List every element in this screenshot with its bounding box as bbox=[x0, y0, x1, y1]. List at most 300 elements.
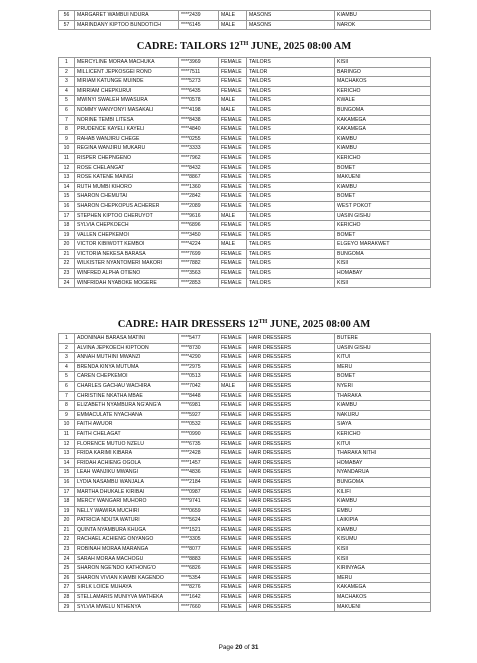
gender-cell: FEMALE bbox=[219, 362, 247, 372]
cadre-heading-tailors bbox=[58, 41, 430, 52]
applicant-name-cell: MIRRIAM CHEPKURUI bbox=[75, 86, 179, 96]
county-cell: KERICHO bbox=[335, 429, 431, 439]
county-cell: BOMET bbox=[335, 230, 431, 240]
row-number-cell: 22 bbox=[59, 259, 75, 269]
gender-cell: FEMALE bbox=[219, 593, 247, 603]
gender-cell: FEMALE bbox=[219, 353, 247, 363]
gender-cell: FEMALE bbox=[219, 516, 247, 526]
table-row bbox=[59, 115, 431, 125]
row-number-cell: 8 bbox=[59, 401, 75, 411]
row-number-cell: 8 bbox=[59, 125, 75, 135]
applicant-name-cell: WILKISTER NYANTOMERI MAKORI bbox=[75, 259, 179, 269]
id-number-cell: ****3563 bbox=[179, 269, 219, 279]
applicant-name-cell: SHARON CHEMUTAI bbox=[75, 192, 179, 202]
county-cell: MERU bbox=[335, 362, 431, 372]
cadre-cell: HAIR DRESSERS bbox=[247, 343, 335, 353]
cadre-cell: TAILORS bbox=[247, 269, 335, 279]
applicant-name-cell: ROSE CHELANGAT bbox=[75, 163, 179, 173]
county-cell: KAKAMEGA bbox=[335, 583, 431, 593]
applicant-name-cell: MARINDANY KIPTOO BUNDOTICH bbox=[75, 20, 179, 30]
table-row bbox=[59, 182, 431, 192]
cadre-cell: HAIR DRESSERS bbox=[247, 334, 335, 344]
id-number-cell: ****8883 bbox=[179, 554, 219, 564]
gender-cell: FEMALE bbox=[219, 67, 247, 77]
cadre-cell: TAILORS bbox=[247, 278, 335, 288]
tailors-table bbox=[58, 57, 431, 288]
county-cell: KERICHO bbox=[335, 221, 431, 231]
county-cell: MACHAKOS bbox=[335, 77, 431, 87]
row-number-cell: 24 bbox=[59, 554, 75, 564]
row-number-cell: 4 bbox=[59, 86, 75, 96]
cadre-cell: TAILORS bbox=[247, 211, 335, 221]
footer-page-word: Page bbox=[218, 644, 234, 651]
applicant-name-cell: REGINA WANJIRU MUKARU bbox=[75, 144, 179, 154]
id-number-cell: ****5354 bbox=[179, 573, 219, 583]
id-number-cell: ****6145 bbox=[179, 20, 219, 30]
table-row bbox=[59, 153, 431, 163]
id-number-cell: ****1457 bbox=[179, 458, 219, 468]
applicant-name-cell: MIRIAM KATUNGE MUINDE bbox=[75, 77, 179, 87]
row-number-cell: 14 bbox=[59, 182, 75, 192]
id-number-cell: ****4840 bbox=[179, 125, 219, 135]
cadre-cell: TAILORS bbox=[247, 134, 335, 144]
table-row bbox=[59, 554, 431, 564]
table-row bbox=[59, 391, 431, 401]
county-cell: EMBU bbox=[335, 506, 431, 516]
applicant-name-cell: EMMACULATE NYACHANA bbox=[75, 410, 179, 420]
gender-cell: FEMALE bbox=[219, 420, 247, 430]
applicant-name-cell: NELLY WAWIRA MUCHIRI bbox=[75, 506, 179, 516]
cadre-cell: HAIR DRESSERS bbox=[247, 449, 335, 459]
table-row bbox=[59, 497, 431, 507]
cadre-cell: TAILORS bbox=[247, 105, 335, 115]
applicant-name-cell: CAREN CHEPKEMOI bbox=[75, 372, 179, 382]
gender-cell: FEMALE bbox=[219, 449, 247, 459]
id-number-cell: ****8438 bbox=[179, 115, 219, 125]
applicant-name-cell: BRENDA KINYA MUTUMA bbox=[75, 362, 179, 372]
county-cell: KIAMBU bbox=[335, 134, 431, 144]
id-number-cell: ****2853 bbox=[179, 278, 219, 288]
id-number-cell: ****7042 bbox=[179, 381, 219, 391]
row-number-cell: 17 bbox=[59, 487, 75, 497]
gender-cell: FEMALE bbox=[219, 201, 247, 211]
gender-cell: FEMALE bbox=[219, 554, 247, 564]
county-cell: KIAMBU bbox=[335, 182, 431, 192]
gender-cell: FEMALE bbox=[219, 343, 247, 353]
cadre-cell: TAILORS bbox=[247, 259, 335, 269]
row-number-cell: 13 bbox=[59, 173, 75, 183]
cadre-cell: HAIR DRESSERS bbox=[247, 391, 335, 401]
gender-cell: FEMALE bbox=[219, 134, 247, 144]
row-number-cell: 23 bbox=[59, 269, 75, 279]
row-number-cell: 12 bbox=[59, 163, 75, 173]
table-row bbox=[59, 525, 431, 535]
gender-cell: FEMALE bbox=[219, 497, 247, 507]
gender-cell: MALE bbox=[219, 105, 247, 115]
table-row bbox=[59, 269, 431, 279]
cadre-cell: HAIR DRESSERS bbox=[247, 516, 335, 526]
cadre-cell: HAIR DRESSERS bbox=[247, 353, 335, 363]
gender-cell: FEMALE bbox=[219, 249, 247, 259]
county-cell: KISII bbox=[335, 58, 431, 68]
table-row bbox=[59, 96, 431, 106]
row-number-cell: 24 bbox=[59, 278, 75, 288]
gender-cell: FEMALE bbox=[219, 401, 247, 411]
table-row bbox=[59, 86, 431, 96]
applicant-name-cell: PRUDENCE KAYELI KAYELI bbox=[75, 125, 179, 135]
id-number-cell: ****0659 bbox=[179, 506, 219, 516]
cadre-cell: HAIR DRESSERS bbox=[247, 573, 335, 583]
gender-cell: FEMALE bbox=[219, 535, 247, 545]
id-number-cell: ****2184 bbox=[179, 477, 219, 487]
county-cell: BOMET bbox=[335, 192, 431, 202]
cadre-cell: HAIR DRESSERS bbox=[247, 362, 335, 372]
row-number-cell: 10 bbox=[59, 420, 75, 430]
row-number-cell: 18 bbox=[59, 221, 75, 231]
id-number-cell: ****8077 bbox=[179, 545, 219, 555]
table-row bbox=[59, 602, 431, 612]
id-number-cell: ****0513 bbox=[179, 372, 219, 382]
id-number-cell: ****8276 bbox=[179, 583, 219, 593]
row-number-cell: 5 bbox=[59, 372, 75, 382]
applicant-name-cell: VICTOR KIBIWOTT KEMBOI bbox=[75, 240, 179, 250]
gender-cell: FEMALE bbox=[219, 86, 247, 96]
row-number-cell: 27 bbox=[59, 583, 75, 593]
id-number-cell: ****6981 bbox=[179, 401, 219, 411]
gender-cell: FEMALE bbox=[219, 173, 247, 183]
id-number-cell: ****7882 bbox=[179, 259, 219, 269]
id-number-cell: ****1360 bbox=[179, 182, 219, 192]
cadre-heading-hair-dressers-text: CADRE: HAIR DRESSERS 12 bbox=[117, 319, 259, 330]
cadre-cell: TAILORS bbox=[247, 96, 335, 106]
county-cell: BUNGOMA bbox=[335, 477, 431, 487]
applicant-name-cell: FRIDAH ACHIENG OGOLA bbox=[75, 458, 179, 468]
county-cell: BARINGO bbox=[335, 67, 431, 77]
row-number-cell: 7 bbox=[59, 391, 75, 401]
county-cell: KISUMU bbox=[335, 535, 431, 545]
county-cell: KAKAMEGA bbox=[335, 125, 431, 135]
cadre-cell: HAIR DRESSERS bbox=[247, 410, 335, 420]
applicant-name-cell: RACHAEL ACHIENG ONYANGO bbox=[75, 535, 179, 545]
table-row bbox=[59, 125, 431, 135]
cadre-cell: HAIR DRESSERS bbox=[247, 593, 335, 603]
cadre-cell: HAIR DRESSERS bbox=[247, 487, 335, 497]
county-cell: KIAMBU bbox=[335, 144, 431, 154]
county-cell: KIAMBU bbox=[335, 525, 431, 535]
county-cell: THARAKA bbox=[335, 391, 431, 401]
county-cell: UASIN GISHU bbox=[335, 343, 431, 353]
table-row bbox=[59, 230, 431, 240]
county-cell: KIRINYAGA bbox=[335, 564, 431, 574]
applicant-name-cell: ADONINAH BARASA MATINI bbox=[75, 334, 179, 344]
row-number-cell: 15 bbox=[59, 192, 75, 202]
cadre-cell: HAIR DRESSERS bbox=[247, 468, 335, 478]
row-number-cell: 6 bbox=[59, 105, 75, 115]
county-cell: MACHAKOS bbox=[335, 593, 431, 603]
row-number-cell: 2 bbox=[59, 67, 75, 77]
applicant-name-cell: VALLEN CHEPKEMOI bbox=[75, 230, 179, 240]
row-number-cell: 11 bbox=[59, 153, 75, 163]
row-number-cell: 1 bbox=[59, 334, 75, 344]
gender-cell: FEMALE bbox=[219, 153, 247, 163]
gender-cell: MALE bbox=[219, 381, 247, 391]
applicant-name-cell: VICTORIA NEKESA BARASA bbox=[75, 249, 179, 259]
row-number-cell: 7 bbox=[59, 115, 75, 125]
id-number-cell: ****3333 bbox=[179, 144, 219, 154]
table-row bbox=[59, 372, 431, 382]
county-cell: BUNGOMA bbox=[335, 105, 431, 115]
applicant-name-cell: CHARLES GACHAU WACHIRA bbox=[75, 381, 179, 391]
id-number-cell: ****7962 bbox=[179, 153, 219, 163]
row-number-cell: 22 bbox=[59, 535, 75, 545]
gender-cell: FEMALE bbox=[219, 182, 247, 192]
applicant-name-cell: ROSE KATENE MAINGI bbox=[75, 173, 179, 183]
applicant-name-cell: ANNAH MUTHINI MWANZI bbox=[75, 353, 179, 363]
gender-cell: FEMALE bbox=[219, 487, 247, 497]
county-cell: THARAKA NITHI bbox=[335, 449, 431, 459]
applicant-name-cell: STEPHEN KIPTOO CHERUYOT bbox=[75, 211, 179, 221]
county-cell: BUNGOMA bbox=[335, 249, 431, 259]
gender-cell: FEMALE bbox=[219, 525, 247, 535]
id-number-cell: ****4836 bbox=[179, 468, 219, 478]
cadre-cell: HAIR DRESSERS bbox=[247, 381, 335, 391]
gender-cell: FEMALE bbox=[219, 564, 247, 574]
cadre-cell: HAIR DRESSERS bbox=[247, 506, 335, 516]
cadre-cell: HAIR DRESSERS bbox=[247, 458, 335, 468]
county-cell: KERICHO bbox=[335, 153, 431, 163]
id-number-cell: ****7511 bbox=[179, 67, 219, 77]
table-row bbox=[59, 105, 431, 115]
applicant-name-cell: CHRISTINE NKATHA MBAE bbox=[75, 391, 179, 401]
id-number-cell: ****2439 bbox=[179, 11, 219, 21]
id-number-cell: ****2842 bbox=[179, 192, 219, 202]
table-row bbox=[59, 67, 431, 77]
gender-cell: FEMALE bbox=[219, 458, 247, 468]
gender-cell: FEMALE bbox=[219, 372, 247, 382]
id-number-cell: ****8730 bbox=[179, 343, 219, 353]
id-number-cell: ****0987 bbox=[179, 487, 219, 497]
row-number-cell: 2 bbox=[59, 343, 75, 353]
gender-cell: FEMALE bbox=[219, 573, 247, 583]
id-number-cell: ****1642 bbox=[179, 593, 219, 603]
row-number-cell: 9 bbox=[59, 134, 75, 144]
applicant-name-cell: NORINE TEMBI LITESA bbox=[75, 115, 179, 125]
table-row bbox=[59, 192, 431, 202]
gender-cell: FEMALE bbox=[219, 269, 247, 279]
applicant-name-cell: RUTH MUMBI KIHORO bbox=[75, 182, 179, 192]
row-number-cell: 4 bbox=[59, 362, 75, 372]
row-number-cell: 15 bbox=[59, 468, 75, 478]
county-cell: KITUI bbox=[335, 439, 431, 449]
gender-cell: FEMALE bbox=[219, 477, 247, 487]
row-number-cell: 16 bbox=[59, 477, 75, 487]
county-cell: UASIN GISHU bbox=[335, 211, 431, 221]
county-cell: KIAMBU bbox=[335, 11, 431, 21]
table-row bbox=[59, 353, 431, 363]
applicant-name-cell: SHARON CHEPKOPUS ACHERER bbox=[75, 201, 179, 211]
cadre-cell: TAILORS bbox=[247, 230, 335, 240]
id-number-cell: ****0990 bbox=[179, 429, 219, 439]
gender-cell: FEMALE bbox=[219, 278, 247, 288]
cadre-cell: TAILORS bbox=[247, 144, 335, 154]
id-number-cell: ****2975 bbox=[179, 362, 219, 372]
county-cell: MAKUENI bbox=[335, 173, 431, 183]
gender-cell: FEMALE bbox=[219, 545, 247, 555]
county-cell: NAROK bbox=[335, 20, 431, 30]
table-row bbox=[59, 249, 431, 259]
county-cell: KITUI bbox=[335, 353, 431, 363]
cadre-cell: HAIR DRESSERS bbox=[247, 497, 335, 507]
table-row bbox=[59, 516, 431, 526]
cadre-cell: HAIR DRESSERS bbox=[247, 583, 335, 593]
county-cell: WEST POKOT bbox=[335, 201, 431, 211]
row-number-cell: 28 bbox=[59, 593, 75, 603]
gender-cell: MALE bbox=[219, 11, 247, 21]
table-row bbox=[59, 221, 431, 231]
applicant-name-cell: QUINTA NYAMBURA KHUGA bbox=[75, 525, 179, 535]
gender-cell: FEMALE bbox=[219, 583, 247, 593]
county-cell: MERU bbox=[335, 573, 431, 583]
id-number-cell: ****3969 bbox=[179, 58, 219, 68]
cadre-cell: TAILORS bbox=[247, 86, 335, 96]
applicant-name-cell: ALVINA JEPKOECH KIPTOON bbox=[75, 343, 179, 353]
gender-cell: FEMALE bbox=[219, 125, 247, 135]
gender-cell: MALE bbox=[219, 96, 247, 106]
county-cell: KISII bbox=[335, 554, 431, 564]
row-number-cell: 5 bbox=[59, 96, 75, 106]
gender-cell: FEMALE bbox=[219, 602, 247, 612]
cadre-cell: HAIR DRESSERS bbox=[247, 477, 335, 487]
county-cell: MAKUENI bbox=[335, 602, 431, 612]
applicant-name-cell: SHARON NGE'NDO KATHONG'O bbox=[75, 564, 179, 574]
row-number-cell: 10 bbox=[59, 144, 75, 154]
applicant-name-cell: MARTHA DHUKALE KIRIBAI bbox=[75, 487, 179, 497]
applicant-name-cell: MERCYLINE MORAA MACHUKA bbox=[75, 58, 179, 68]
table-row bbox=[59, 439, 431, 449]
gender-cell: MALE bbox=[219, 240, 247, 250]
id-number-cell: ****9616 bbox=[179, 211, 219, 221]
applicant-name-cell: MWINYI SWALEH MWASURA bbox=[75, 96, 179, 106]
applicant-name-cell: STELLAMARIS MUNIYVA MATHEKA bbox=[75, 593, 179, 603]
hair-dressers-table bbox=[58, 333, 431, 612]
row-number-cell: 21 bbox=[59, 249, 75, 259]
row-number-cell: 6 bbox=[59, 381, 75, 391]
table-row bbox=[59, 240, 431, 250]
county-cell: BOMET bbox=[335, 163, 431, 173]
id-number-cell: ****6435 bbox=[179, 86, 219, 96]
id-number-cell: ****7699 bbox=[179, 249, 219, 259]
applicant-name-cell: FAITH AWUOR bbox=[75, 420, 179, 430]
table-row bbox=[59, 458, 431, 468]
id-number-cell: ****5927 bbox=[179, 410, 219, 420]
id-number-cell: ****2428 bbox=[179, 449, 219, 459]
gender-cell: FEMALE bbox=[219, 391, 247, 401]
cadre-heading-tailors-text: CADRE: TAILORS 12 bbox=[136, 41, 240, 52]
id-number-cell: ****5624 bbox=[179, 516, 219, 526]
row-number-cell: 20 bbox=[59, 240, 75, 250]
id-number-cell: ****3305 bbox=[179, 535, 219, 545]
row-number-cell: 29 bbox=[59, 602, 75, 612]
gender-cell: MALE bbox=[219, 211, 247, 221]
table-row bbox=[59, 173, 431, 183]
county-cell: NYERI bbox=[335, 381, 431, 391]
cadre-cell: MASONS bbox=[247, 20, 335, 30]
county-cell: HOMABAY bbox=[335, 458, 431, 468]
county-cell: KISII bbox=[335, 545, 431, 555]
table-row bbox=[59, 401, 431, 411]
applicant-name-cell: WINFRED ALPHA OTIENO bbox=[75, 269, 179, 279]
footer-total-pages: 31 bbox=[251, 644, 259, 651]
table-row bbox=[59, 593, 431, 603]
id-number-cell: ****2089 bbox=[179, 201, 219, 211]
id-number-cell: ****7660 bbox=[179, 602, 219, 612]
applicant-name-cell: FRIDA KARIMI KIBARA bbox=[75, 449, 179, 459]
applicant-name-cell: SHARON VIVIAN KIAMBI KAGENDO bbox=[75, 573, 179, 583]
id-number-cell: ****1521 bbox=[179, 525, 219, 535]
table-row bbox=[59, 564, 431, 574]
county-cell: HOMABAY bbox=[335, 269, 431, 279]
cadre-cell: TAILORS bbox=[247, 115, 335, 125]
table-row bbox=[59, 201, 431, 211]
county-cell: ELGEYO MARAKWET bbox=[335, 240, 431, 250]
row-number-cell: 17 bbox=[59, 211, 75, 221]
table-row bbox=[59, 449, 431, 459]
applicant-name-cell: SARAH MORAA MACHOGU bbox=[75, 554, 179, 564]
applicant-name-cell: LYDIA NASAMBU WANJALA bbox=[75, 477, 179, 487]
id-number-cell: ****0255 bbox=[179, 134, 219, 144]
id-number-cell: ****8432 bbox=[179, 163, 219, 173]
cadre-cell: TAILORS bbox=[247, 240, 335, 250]
county-cell: BUTERE bbox=[335, 334, 431, 344]
table-row bbox=[59, 573, 431, 583]
row-number-cell: 25 bbox=[59, 564, 75, 574]
cadre-cell: HAIR DRESSERS bbox=[247, 554, 335, 564]
cadre-cell: HAIR DRESSERS bbox=[247, 545, 335, 555]
table-row bbox=[59, 58, 431, 68]
table-row bbox=[59, 259, 431, 269]
table-row bbox=[59, 381, 431, 391]
county-cell: NAKURU bbox=[335, 410, 431, 420]
gender-cell: FEMALE bbox=[219, 58, 247, 68]
id-number-cell: ****5477 bbox=[179, 334, 219, 344]
table-row bbox=[59, 211, 431, 221]
row-number-cell: 13 bbox=[59, 449, 75, 459]
cadre-cell: MASONS bbox=[247, 11, 335, 21]
county-cell: KIAMBU bbox=[335, 401, 431, 411]
table-row bbox=[59, 535, 431, 545]
id-number-cell: ****6735 bbox=[179, 439, 219, 449]
row-number-cell: 26 bbox=[59, 573, 75, 583]
row-number-cell: 3 bbox=[59, 77, 75, 87]
applicant-name-cell: FLORENCE MUTUO NZELU bbox=[75, 439, 179, 449]
cadre-heading-tailors-time: JUNE, 2025 08:00 AM bbox=[248, 41, 352, 52]
row-number-cell: 21 bbox=[59, 525, 75, 535]
table-row bbox=[59, 334, 431, 344]
masons-table-continued bbox=[58, 10, 431, 30]
table-row bbox=[59, 545, 431, 555]
applicant-name-cell: ROBINAH MORAA MARANGA bbox=[75, 545, 179, 555]
cadre-cell: TAILORS bbox=[247, 221, 335, 231]
gender-cell: FEMALE bbox=[219, 230, 247, 240]
gender-cell: FEMALE bbox=[219, 144, 247, 154]
id-number-cell: ****8867 bbox=[179, 173, 219, 183]
table-row bbox=[59, 134, 431, 144]
table-row bbox=[59, 429, 431, 439]
row-number-cell: 56 bbox=[59, 11, 75, 21]
cadre-cell: HAIR DRESSERS bbox=[247, 429, 335, 439]
cadre-cell: HAIR DRESSERS bbox=[247, 439, 335, 449]
gender-cell: FEMALE bbox=[219, 77, 247, 87]
